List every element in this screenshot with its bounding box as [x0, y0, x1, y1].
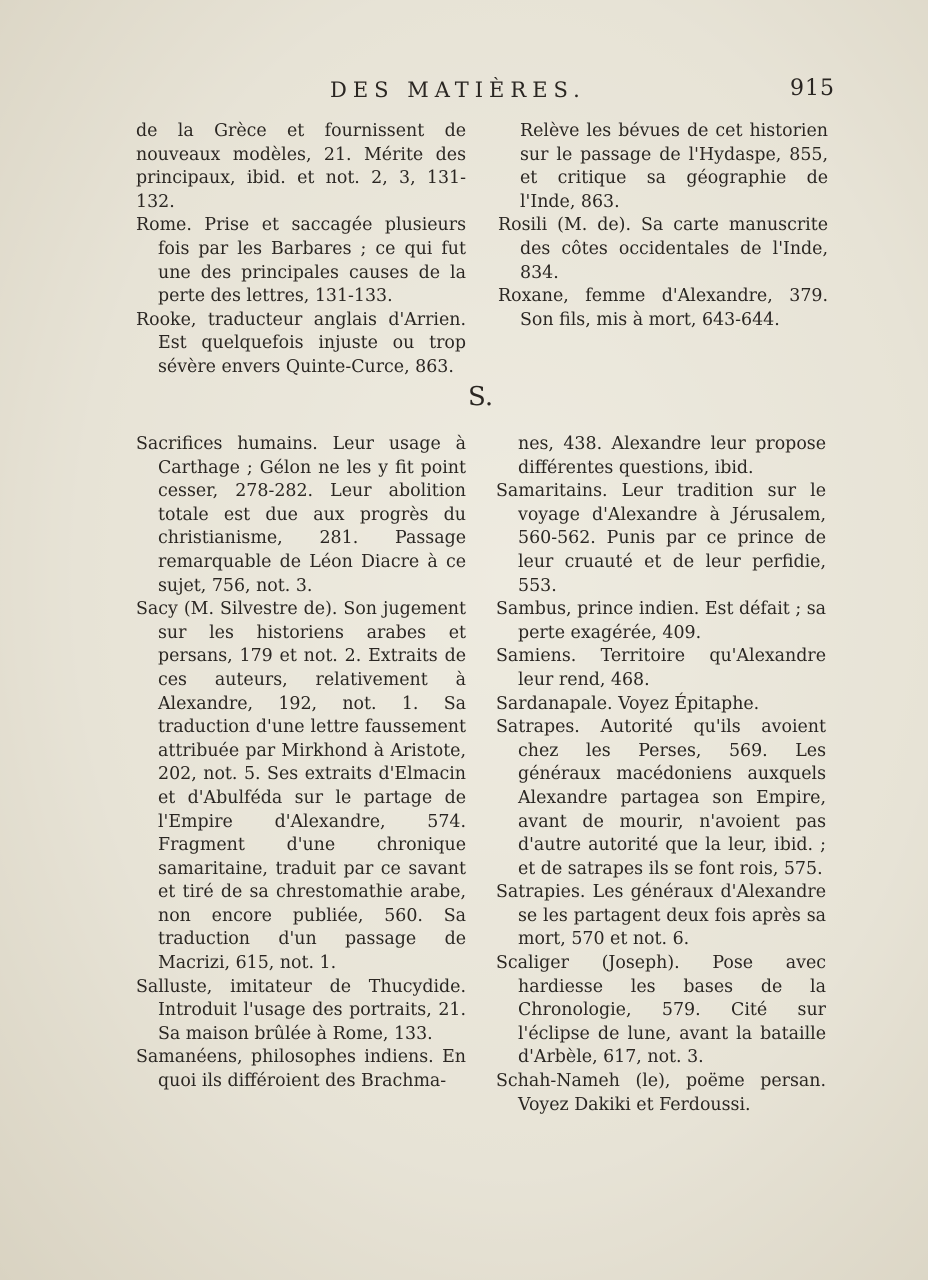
index-entry-continuation: Relève les bévues de cet historien sur le passage de l'Hydaspe, 855, et critique sa géographie de l'Inde, 863.	[520, 121, 828, 212]
index-entry-sambus: Sambus, prince indien. Est défait ; sa perte exagérée, 409.	[496, 599, 826, 643]
index-entry-salluste: Salluste, imitateur de Thucydide. Introduit l'usage des portraits, 21. Sa maison brûlée à Rome, 133.	[136, 976, 466, 1044]
index-entry-satrapies: Satrapies. Les généraux d'Alexandre se les partagent deux fois après sa mort, 570 et not. 6.	[496, 882, 826, 950]
index-entry-scaliger: Scaliger (Joseph). Pose avec hardiesse les bases de la Chronologie, 579. Cité sur l'éclipse de lune, avant la bataille d'Arbèle, 617, not. 3.	[496, 953, 826, 1068]
index-entry-samiens: Samiens. Territoire qu'Alexandre leur rend, 468.	[496, 646, 826, 690]
index-entry-sacrifices: Sacrifices humains. Leur usage à Carthage ; Gélon ne les y fit point cesser, 278-282. Leur abolition totale est due aux progrès du christianisme, 281. Passage remarquable de Léon Diacre à ce sujet, 756, not. 3.	[136, 434, 466, 596]
index-entry-sardanapale: Sardanapale. Voyez Épitaphe.	[496, 693, 760, 714]
index-entry-schah-nameh: Schah-Nameh (le), poëme persan. Voyez Dakiki et Ferdoussi.	[496, 1071, 826, 1115]
page-number: 915	[790, 76, 835, 101]
section-letter: S.	[468, 382, 494, 412]
index-entry-continuation: nes, 438. Alexandre leur propose différentes questions, ibid.	[518, 434, 826, 478]
index-entry-continuation: de la Grèce et fournissent de nouveaux modèles, 21. Mérite des principaux, ibid. et not. 2, 3, 131-132.	[136, 121, 466, 212]
index-entry-rooke: Rooke, traducteur anglais d'Arrien. Est quelquefois injuste ou trop sévère envers Quinte-Curce, 863.	[136, 309, 466, 377]
index-entry-samaritains: Samaritains. Leur tradition sur le voyage d'Alexandre à Jérusalem, 560-562. Punis par ce prince de leur cruauté et de leur perfidie, 553.	[496, 481, 826, 596]
index-entry-samaneens: Samanéens, philosophes indiens. En quoi ils différoient des Brachma-	[136, 1047, 466, 1092]
index-entry-sacy: Sacy (M. Silvestre de). Son jugement sur les historiens arabes et persans, 179 et not. 2. Extraits de ces auteurs, relativement à Alexandre, 192, not. 1. Sa traduction d'une lettre faussement attribuée par Mirkhond à Aristote, 202, not. 5. Ses extraits d'Elmacin et d'Abulféda sur le partage de l'Empire d'Alexandre, 574. Fragment d'une chronique samaritaine, traduit par ce savant et tiré de sa chrestomathie arabe, non encore publiée, 560. Sa traduction d'un passage de Macrizi, 615, not. 1.	[136, 599, 466, 974]
index-column-top-left	[136, 120, 466, 380]
index-entry-roxane: Roxane, femme d'Alexandre, 379. Son fils, mis à mort, 643-644.	[498, 286, 828, 330]
index-column-bottom-right	[496, 433, 826, 1117]
index-column-top-right	[498, 120, 828, 332]
index-entry-rome: Rome. Prise et saccagée plusieurs fois par les Barbares ; ce qui fut une des principales causes de la perte des lettres, 131-133.	[136, 215, 466, 307]
index-entry-satrapes: Satrapes. Autorité qu'ils avoient chez les Perses, 569. Les généraux macédoniens auxquels Alexandre partagea son Empire, avant de mourir, n'avoient pas d'autre autorité que la leur, ibid. ; et de satrapes ils se font rois, 575.	[496, 717, 826, 879]
index-column-bottom-left	[136, 433, 466, 1094]
running-head: DES MATIÈRES.	[330, 78, 586, 102]
index-entry-rosili: Rosili (M. de). Sa carte manuscrite des côtes occidentales de l'Inde, 834.	[498, 215, 828, 283]
